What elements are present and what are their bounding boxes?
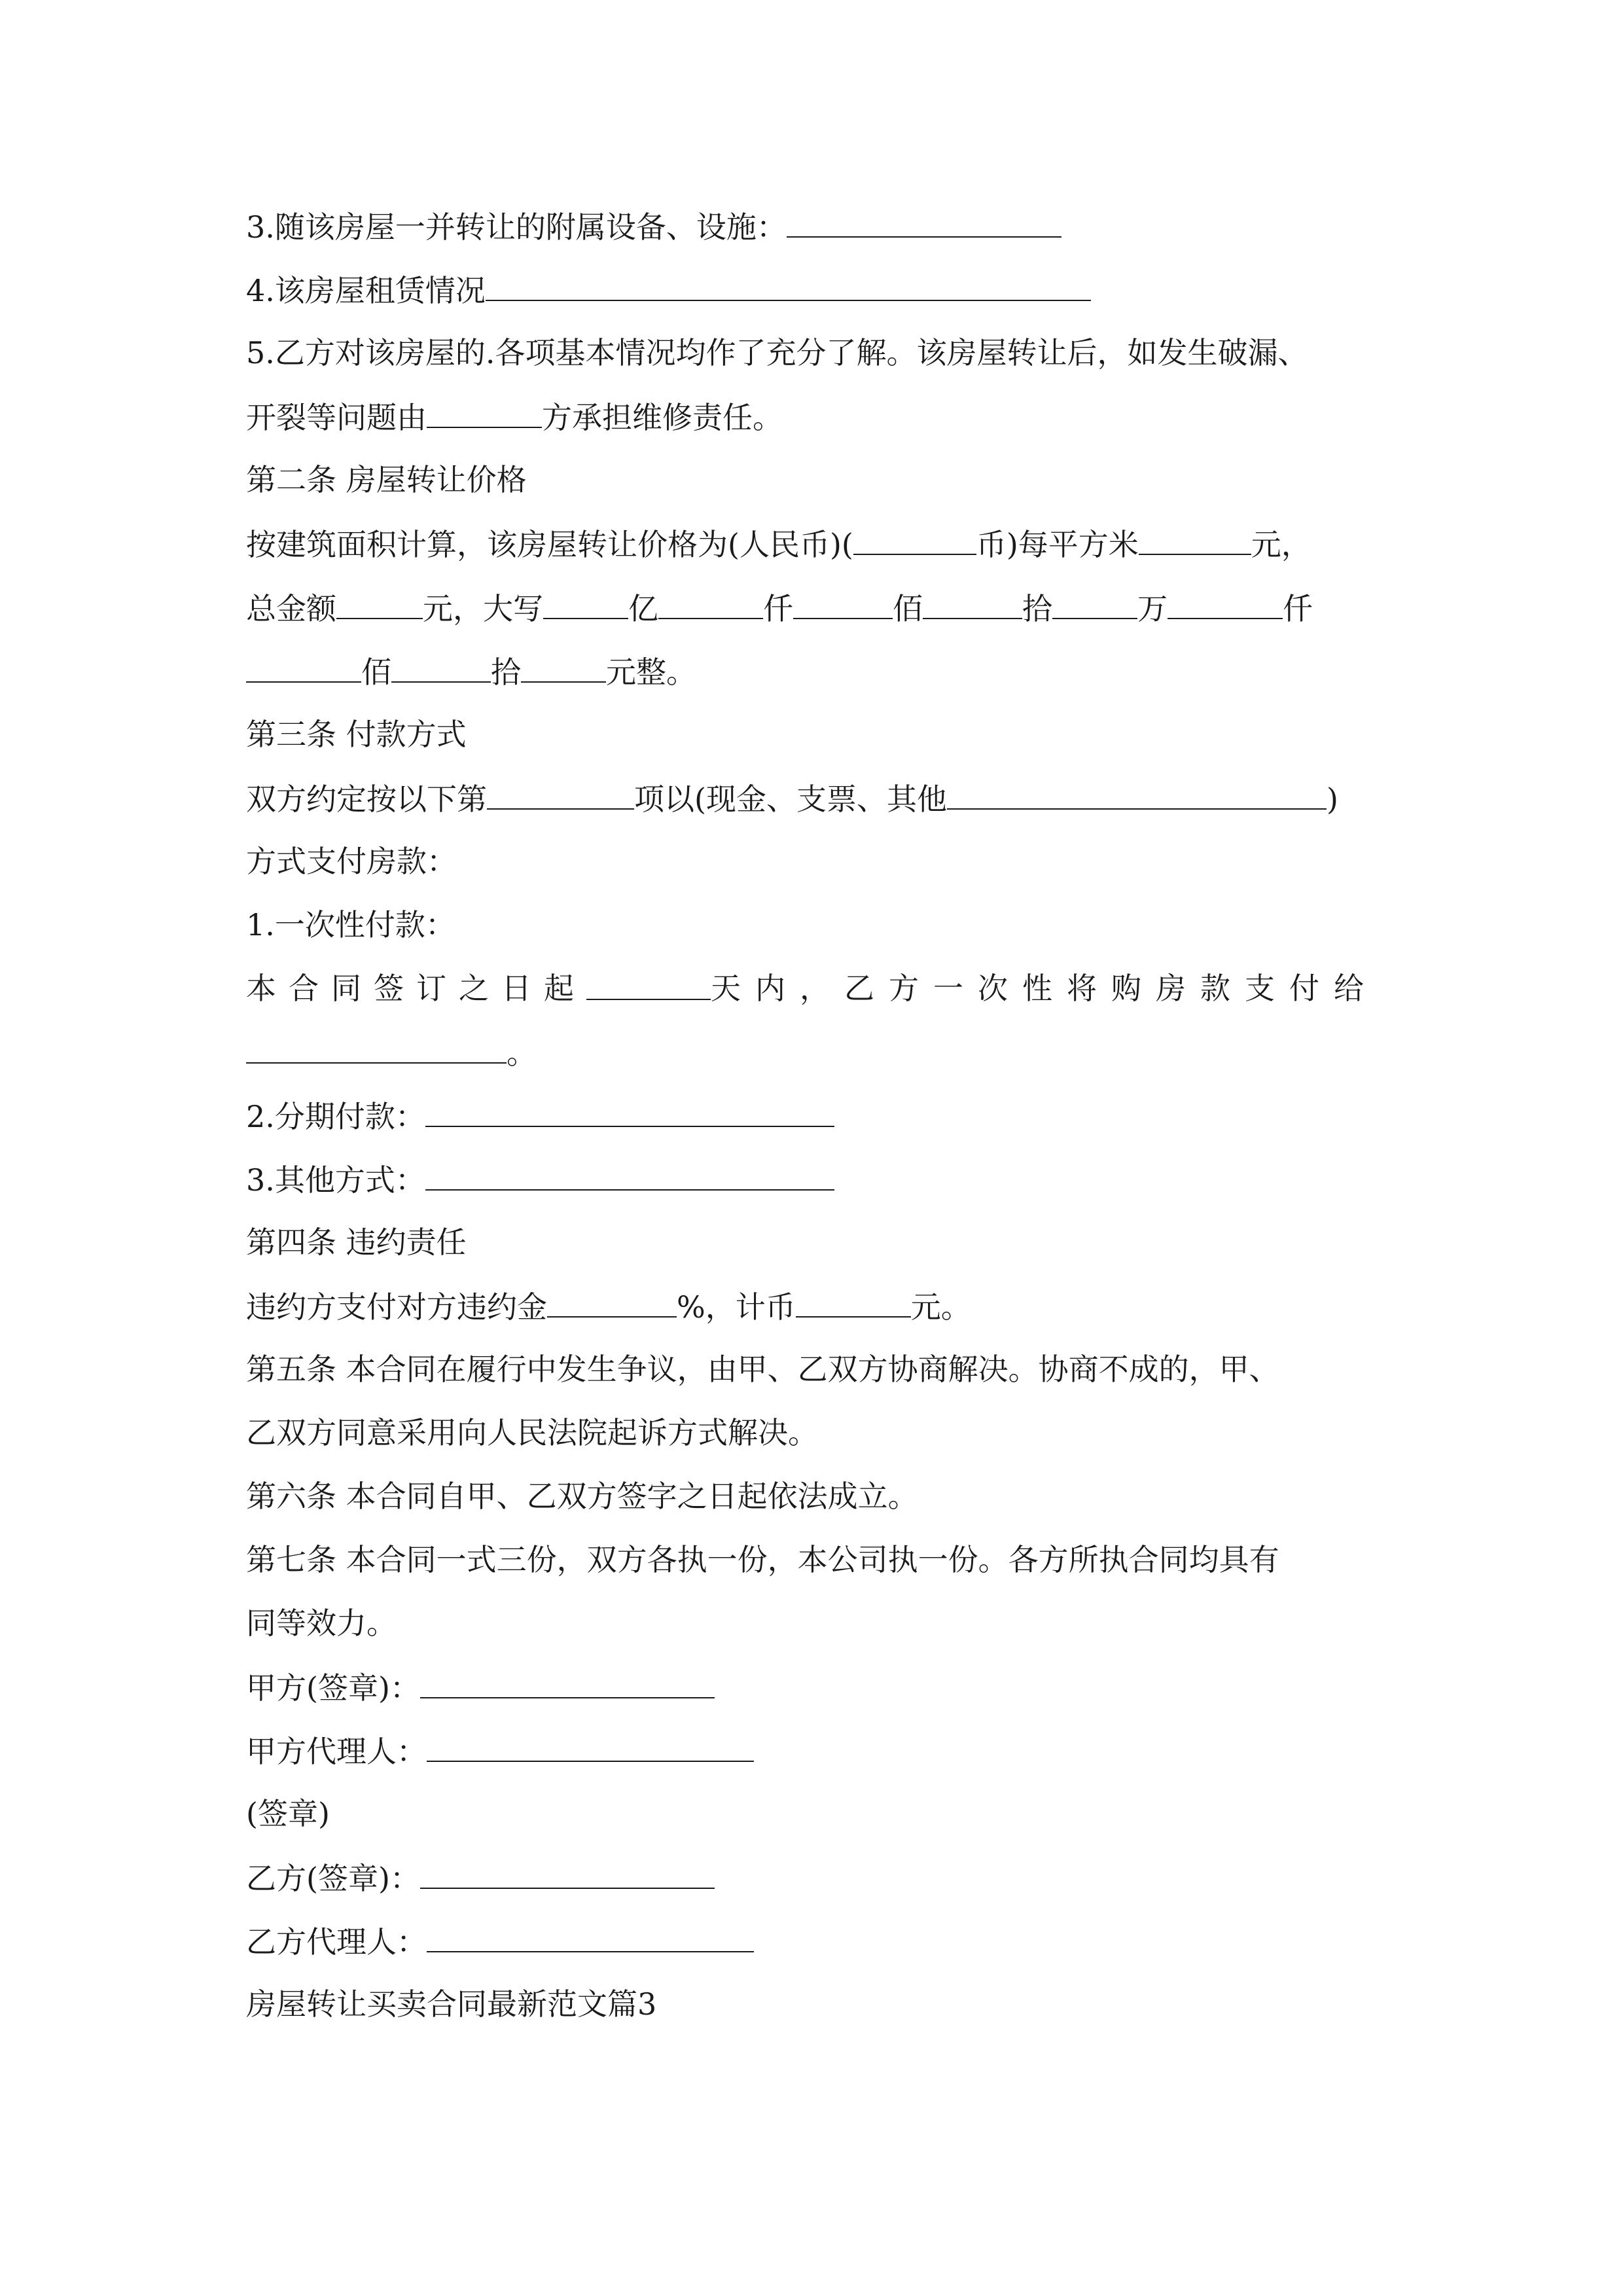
signature-field[interactable] xyxy=(427,1731,754,1762)
party-b-agent-line: 乙方代理人： xyxy=(246,1921,754,1960)
party-a-signature-line: 甲方(签章)： xyxy=(246,1667,715,1706)
blank-field[interactable] xyxy=(787,206,1061,238)
blank-field[interactable] xyxy=(425,1159,834,1191)
blank-field[interactable] xyxy=(547,1286,677,1318)
blank-field[interactable] xyxy=(487,778,634,810)
blank-field[interactable] xyxy=(923,588,1022,619)
installment-line: 2.分期付款： xyxy=(246,1096,834,1135)
blank-field[interactable] xyxy=(543,588,628,619)
signature-field[interactable] xyxy=(420,1667,715,1698)
seal-line: (签章) xyxy=(246,1796,330,1831)
penalty-line: 违约方支付对方违约金 %，计币 元。 xyxy=(246,1286,971,1325)
signature-field[interactable] xyxy=(427,1921,754,1952)
other-method-line: 3.其他方式： xyxy=(246,1159,834,1198)
blank-field[interactable] xyxy=(947,778,1327,810)
article-3-heading: 第三条 付款方式 xyxy=(246,717,467,752)
blank-field[interactable] xyxy=(427,397,542,428)
blank-field[interactable] xyxy=(796,1286,911,1318)
price-line-2: 总金额 元，大写 亿 仟 佰 拾 万 仟 xyxy=(246,588,1313,627)
article-7-line-1: 第七条 本合同一式三份，双方各执一份，本公司执一份。各方所执合同均具有 xyxy=(246,1542,1279,1577)
signature-field[interactable] xyxy=(420,1857,715,1889)
blank-field[interactable] xyxy=(658,588,763,619)
party-b-signature-line: 乙方(签章)： xyxy=(246,1857,715,1897)
blank-field[interactable] xyxy=(1168,588,1283,619)
lump-sum-heading: 1.一次性付款： xyxy=(246,907,455,942)
blank-field[interactable] xyxy=(336,588,423,619)
clause-5-line-2: 开裂等问题由 方承担维修责任。 xyxy=(246,397,783,436)
lump-sum-recipient-line: 。 xyxy=(246,1032,537,1071)
article-5-line-2: 乙双方同意采用向人民法院起诉方式解决。 xyxy=(246,1415,818,1450)
article-4-heading: 第四条 违约责任 xyxy=(246,1225,467,1260)
blank-field[interactable] xyxy=(425,1096,834,1127)
attached-facilities-line: 3.随该房屋一并转让的附属设备、设施： xyxy=(246,206,1061,245)
article-5-line-1: 第五条 本合同在履行中发生争议，由甲、乙双方协商解决。协商不成的，甲、 xyxy=(246,1352,1279,1387)
next-section-title: 房屋转让买卖合同最新范文篇3 xyxy=(246,1986,657,2022)
party-a-agent-line: 甲方代理人： xyxy=(246,1731,754,1770)
blank-field[interactable] xyxy=(521,651,606,683)
blank-field[interactable] xyxy=(793,588,893,619)
blank-field[interactable] xyxy=(1052,588,1137,619)
blank-field[interactable] xyxy=(246,651,361,683)
article-6: 第六条 本合同自甲、乙双方签字之日起依法成立。 xyxy=(246,1479,918,1514)
blank-field[interactable] xyxy=(486,270,1091,301)
lump-sum-line: 本合同签订之日起 天内，乙方一次性将购房款支付给 xyxy=(246,969,1378,1008)
blank-field[interactable] xyxy=(391,651,491,683)
blank-field[interactable] xyxy=(586,969,711,1000)
clause-5-line-1: 5.乙方对该房屋的.各项基本情况均作了充分了解。该房屋转让后，如发生破漏、 xyxy=(246,335,1308,370)
blank-field[interactable] xyxy=(1139,524,1251,555)
article-7-line-2: 同等效力。 xyxy=(246,1605,397,1641)
payment-line-1: 双方约定按以下第 项以(现金、支票、其他 ) xyxy=(246,778,1338,817)
blank-field[interactable] xyxy=(246,1032,507,1064)
price-line-1: 按建筑面积计算，该房屋转让价格为(人民币)( 币)每平方米 元， xyxy=(246,524,1311,563)
article-2-heading: 第二条 房屋转让价格 xyxy=(246,462,527,497)
blank-field[interactable] xyxy=(853,524,976,555)
payment-line-2: 方式支付房款： xyxy=(246,844,457,879)
price-line-3: 佰 拾 元整。 xyxy=(246,651,696,691)
lease-status-line: 4.该房屋租赁情况 xyxy=(246,270,1091,309)
